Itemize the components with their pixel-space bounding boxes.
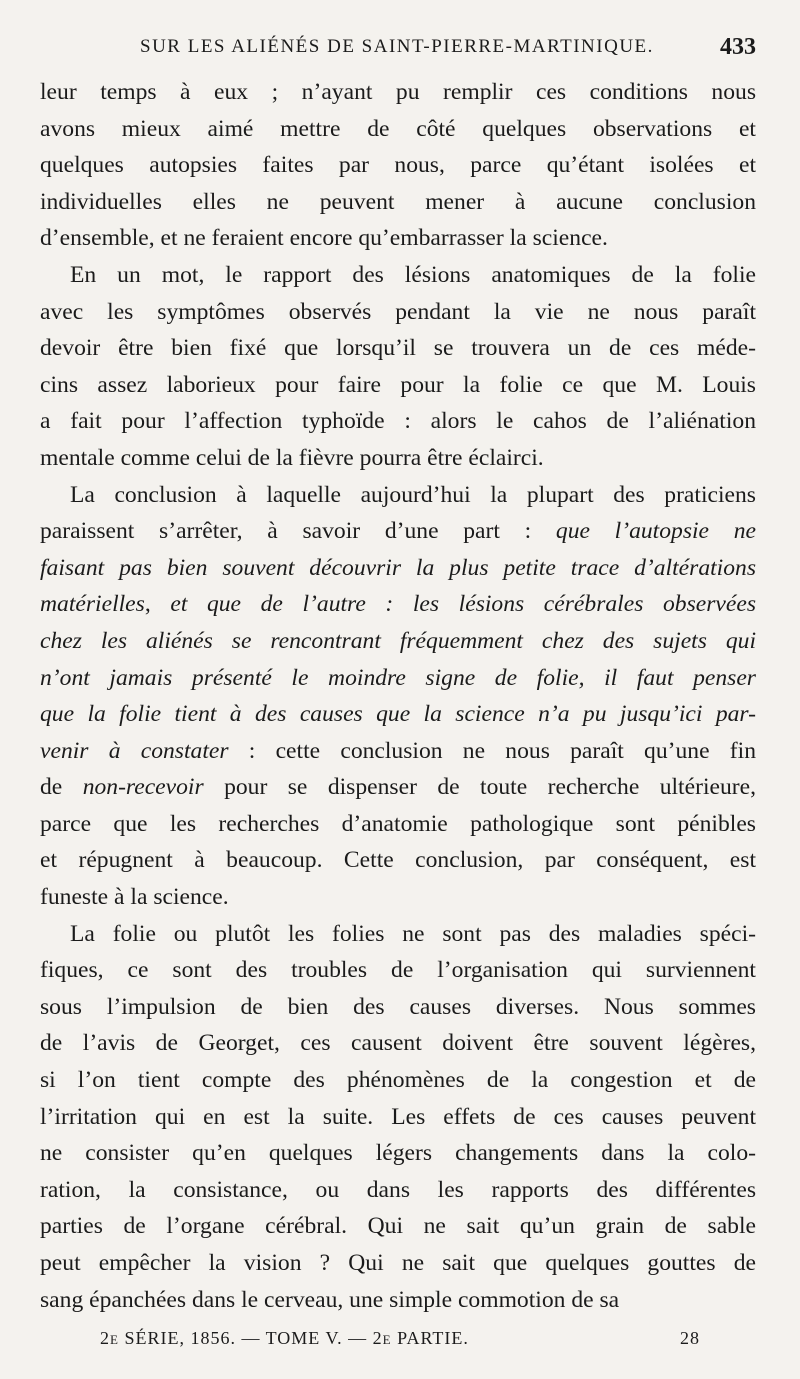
italic-segment: que l’autopsie ne — [555, 518, 756, 545]
text-line: cins assez laborieux pour faire pour la folie ce que M. Louis — [40, 371, 756, 398]
text-line: mentale comme celui de la fièvre pourra être éclairci. — [40, 444, 544, 471]
italic-segment: chez les aliénés se rencontrant fréquemment chez des sujets qui — [40, 627, 756, 654]
text-line: En un mot, le rapport des lésions anatomiques de la folie — [70, 261, 756, 288]
text-line — [40, 806, 756, 843]
italic-segment: n’ont jamais présenté le moindre signe de folie, il faut penser — [40, 664, 756, 691]
italic-segment: non-recevoir — [82, 774, 204, 801]
text-line — [40, 477, 756, 514]
text-line: avons mieux aimé mettre de côté quelques observations et — [40, 115, 756, 142]
text-segment: : cette conclusion ne nous paraît qu’une fin — [228, 737, 756, 764]
sheet-number: 28 — [680, 1328, 700, 1348]
text-segment: paraissent s’arrêter, à savoir d’une part : — [40, 518, 556, 545]
italic-segment: venir à constater — [40, 737, 229, 764]
text-line — [40, 842, 756, 879]
running-title: SUR LES ALIÉNÉS DE SAINT-PIERRE-MARTINIQUE. — [140, 36, 654, 57]
text-line: d’ensemble, et ne feraient encore qu’embarrasser la science. — [40, 225, 608, 252]
text-line: ration, la consistance, ou dans les rapports des différentes — [40, 1176, 756, 1203]
text-line: individuelles elles ne peuvent mener à aucune conclusion — [40, 188, 756, 215]
text-line — [40, 879, 756, 916]
italic-segment: et que de l’autre : les lésions cérébrales observées — [170, 591, 756, 618]
page-footer — [100, 1328, 700, 1358]
text-line: fiques, ce sont des troubles de l’organisation qui surviennent — [40, 957, 756, 984]
text-line: avec les symptômes observés pendant la vie ne nous paraît — [40, 298, 756, 325]
text-segment: funeste à la science. — [40, 884, 229, 911]
text-line: peut empêcher la vision ? Qui ne sait que quelques gouttes de — [40, 1250, 756, 1276]
text-line — [40, 733, 756, 770]
text-segment: La conclusion à laquelle aujourd’hui la plupart des praticiens — [70, 481, 756, 508]
running-head — [40, 34, 756, 64]
text-line: devoir être bien fixé que lorsqu’il se trouvera un de ces méde- — [40, 335, 756, 362]
text-line: ne consister qu’en quelques légers changements dans la colo- — [40, 1140, 756, 1167]
text-line: l’irritation qui en est la suite. Les effets de ces causes peuvent — [40, 1103, 756, 1130]
text-line — [40, 550, 756, 587]
text-line: sang épanchées dans le cerveau, une simple commotion de sa — [40, 1286, 620, 1313]
page-number: 433 — [720, 34, 756, 60]
text-line — [40, 660, 756, 697]
text-line: de l’avis de Georget, ces causent doivent être souvent légères, — [40, 1030, 756, 1057]
italic-segment: que la folie tient à des causes que la science n’a pu jusqu’ici par- — [40, 701, 756, 728]
text-segment: pour se dispenser de toute recherche ultérieure, — [203, 774, 756, 801]
text-line: La folie ou plutôt les folies ne sont pas des maladies spéci- — [70, 920, 756, 947]
text-line: quelques autopsies faites par nous, parce qu’étant isolées et — [40, 152, 756, 179]
text-line — [40, 696, 756, 733]
text-line: parties de l’organe cérébral. Qui ne sait qu’un grain de sable — [40, 1213, 756, 1240]
text-line: si l’on tient compte des phénomènes de la congestion et de — [40, 1067, 756, 1094]
text-segment: et répugnent à beaucoup. Cette conclusion, par conséquent, est — [40, 847, 756, 874]
text-line — [40, 513, 756, 550]
printer-signature: 2e SÉRIE, 1856. — TOME V. — 2e PARTIE. — [100, 1328, 469, 1348]
text-segment: de — [40, 774, 83, 801]
text-line — [40, 586, 756, 623]
text-line: leur temps à eux ; n’ayant pu remplir ces conditions nous — [40, 79, 756, 105]
text-segment: , — [144, 591, 171, 618]
body-text — [40, 74, 756, 1318]
italic-segment: faisant pas bien souvent découvrir la plus petite trace d’altérations — [40, 554, 756, 581]
text-line: sous l’impulsion de bien des causes diverses. Nous sommes — [40, 993, 756, 1020]
text-line: a fait pour l’affection typhoïde : alors le cahos de l’aliénation — [40, 408, 756, 435]
text-line — [40, 769, 756, 806]
text-segment: parce que les recherches d’anatomie pathologique sont pénibles — [40, 810, 756, 837]
text-line — [40, 623, 756, 660]
italic-segment: matérielles — [40, 591, 145, 618]
